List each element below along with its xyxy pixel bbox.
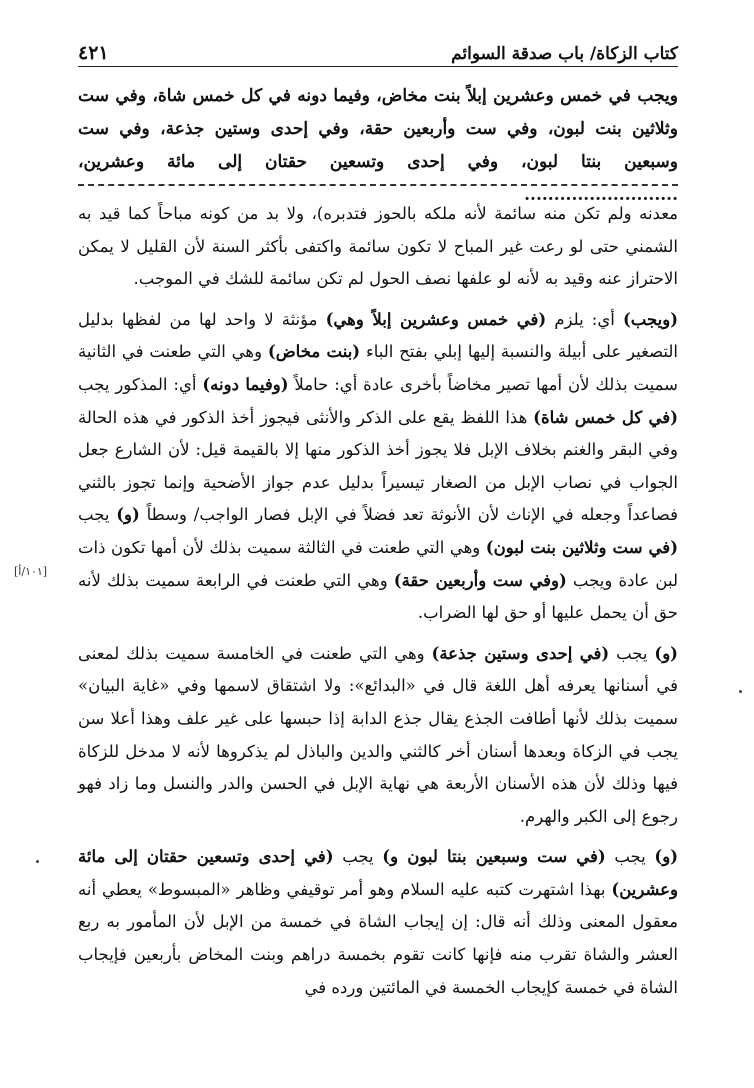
commentary-paragraph xyxy=(78,841,678,1004)
commentary-text: يجب xyxy=(333,847,383,867)
quoted-matn-phrase: (وفي ست وأربعين حقة) xyxy=(393,570,567,590)
quoted-matn-phrase: (وفيما دونه) xyxy=(202,374,289,394)
margin-folio-reference: [١٠١/أ] xyxy=(14,565,48,578)
commentary-text: هذا اللفظ يقع على الذكر والأنثى فيجوز أخذ الذكور في هذه الحالة وفي البقر والغنم بخلاف الإبل فلا يجوز أخذ الذكور منها إلا بالقيمة قيل: لأن الشارع جعل الجواب في نصاب الإبل من الصغار تيسيراً بدليل عدم جواز الأضحية وإنما تجوز بالثني فصاعداً وجعله في الإناث لأن الأنوثة تعد فضلاً في الإبل فصار الواجب/ وسطاً xyxy=(78,407,678,525)
commentary-paragraph xyxy=(78,198,678,296)
quoted-matn-phrase: (بنت مخاض) xyxy=(267,342,361,362)
margin-dot xyxy=(739,690,742,693)
quoted-matn-phrase: (و) xyxy=(654,847,679,867)
matn-text xyxy=(78,80,678,212)
commentary-text: أي: يلزم xyxy=(546,309,623,329)
running-title: كتاب الزكاة/ باب صدقة السوائم xyxy=(451,44,678,64)
quoted-matn-phrase: (و) xyxy=(116,505,140,525)
commentary-text: وهي التي طعنت في الخامسة سميت بذلك لمعنى في أسنانها يعرفه أهل اللغة قال في «البدائع»: ولا اشتقاق لاسمها وفي «غاية البيان» سميت بذلك لأنها أطافت الجذع يقال جذع الدابة إذا حبسها على غير علف وهذا أعلا سن يجب في الزكاة وبعدها أسنان أخر كالثني والدين والباذل لم يذكروها لأنه لا مدخل للزكاة فيها وذلك لأن هذه الأسنان الأربعة هي نهاية الإبل في الحسن والدر والنسل وما زاد فهو رجوع إلى الكبر والهرم. xyxy=(78,643,678,826)
commentary-text: معدنه ولم تكن منه سائمة لأنه ملكه بالحوز فتدبره)، ولا بد من كونه مباحاً كما قيد به الشمني حتى لو رعت غير المباح لا تكون سائمة واكتفى بأكثر السنة لأن القليل لا يمكن الاحتراز عنه وقيد به لأنه لو علفها نصف الحول لم تكن سائمة للشك في الموجب. xyxy=(78,204,678,289)
commentary-text: يجب xyxy=(605,847,655,867)
matn-paragraph: ويجب في خمس وعشرين إبلاً بنت مخاض، وفيما دونه في كل خمس شاة، وفي ست وثلاثين بنت لبون، وفي ست وأربعين حقة، وفي إحدى وستين جذعة، وفي ست وسبعين بنتا لبون، وفي إحدى وتسعين حقتان إلى مائة وعشرين، .......................... xyxy=(78,86,678,205)
quoted-matn-phrase: (في إحدى وستين جذعة) xyxy=(431,643,610,663)
header-rule xyxy=(78,66,678,67)
page-header xyxy=(78,34,678,64)
quoted-matn-phrase: (في كل خمس شاة) xyxy=(533,407,678,427)
commentary-paragraph xyxy=(78,304,678,630)
commentary-text: وهي التي طعنت في الثالثة سميت بذلك لأن أمها تكون ذات لبن عادة ويجب xyxy=(78,537,678,590)
quoted-matn-phrase: (في ست وسبعين بنتا لبون و) xyxy=(382,847,606,867)
page-number: ٤٢١ xyxy=(78,42,109,64)
commentary-text: وهي التي طعنت في الثانية سميت بذلك لأن أمها تصير مخاضاً بأخرى عادة أي: حاملاً xyxy=(78,342,678,394)
commentary-text: يجب xyxy=(78,505,117,525)
quoted-matn-phrase: (ويجب) xyxy=(622,309,678,329)
commentary-text: يجب xyxy=(609,643,655,663)
commentary-paragraph xyxy=(78,638,678,834)
commentary-text: مؤنثة لا واحد لها من لفظها بدليل التصغير على أبيلة والنسبة إليها إبلي بفتح الباء xyxy=(78,309,678,362)
quoted-matn-phrase: (و) xyxy=(654,643,678,663)
margin-dot xyxy=(36,860,39,863)
quoted-matn-phrase: (في خمس وعشرين إبلاً وهي) xyxy=(325,309,547,329)
quoted-matn-phrase: (في إحدى وتسعين حقتان إلى مائة وعشرين) xyxy=(78,847,678,899)
commentary-body xyxy=(78,198,678,1012)
commentary-text: بهذا اشتهرت كتبه عليه السلام وهو أمر توقيفي وظاهر «المبسوط» يعطي أنه معقول المعنى وذلك أنه قال: إن إيجاب الشاة في خمسة من الإبل لأن المأمور به ربع العشر والشاة تقرب منه فإنها كانت تقوم بخمسة دراهم وبنت المخاض بأربعين فإيجاب الشاة في خمسة كإيجاب الخمسة في المائتين ورده في xyxy=(78,879,678,997)
quoted-matn-phrase: (في ست وثلاثين بنت لبون) xyxy=(485,537,678,557)
commentary-text: وهي التي طعنت في الرابعة سميت بذلك لأنه حق أن يحمل عليها أو حق لها الضراب. xyxy=(78,570,678,623)
dashed-separator xyxy=(78,184,678,186)
commentary-text: أي: المذكور يجب xyxy=(78,374,203,394)
